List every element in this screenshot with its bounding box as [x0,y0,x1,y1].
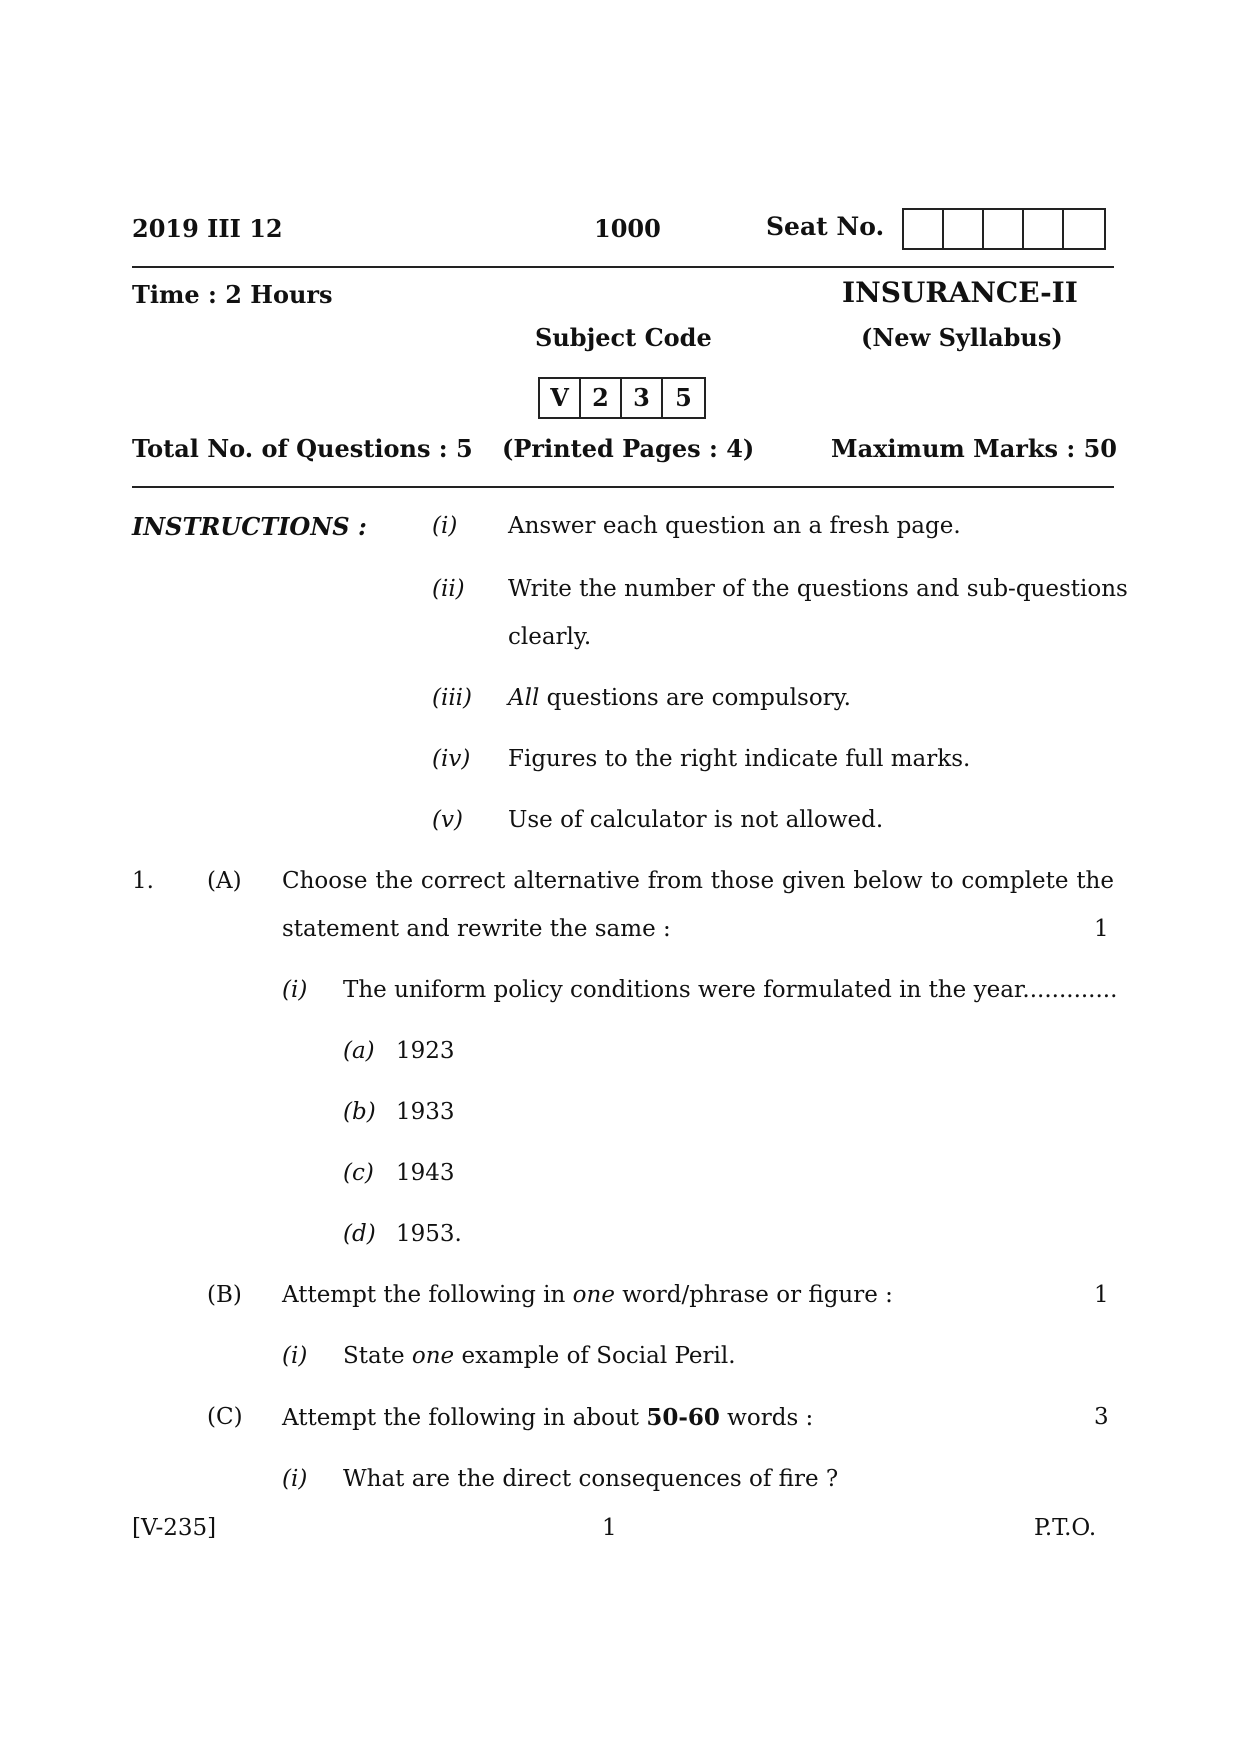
part-c-pre: Attempt the following in about [282,1405,647,1431]
total-questions: Total No. of Questions : 5 [132,434,473,463]
option-label: (d) [343,1221,376,1247]
seat-box[interactable] [1064,210,1104,248]
marks: 1 [1094,916,1109,942]
instruction-text: Figures to the right indicate full marks. [508,746,971,772]
candidate-count: 1000 [594,214,661,243]
exam-code: 2019 III 12 [132,214,283,243]
sub-question-text: The uniform policy conditions were formulated in the year............. [343,977,1118,1003]
part-c-text [282,1404,813,1431]
part-a-line-2: statement and rewrite the same : [282,916,671,942]
sub-question-text: What are the direct consequences of fire ? [343,1466,839,1492]
subject-code-label: Subject Code [535,323,712,352]
instruction-number: (iii) [432,685,473,711]
instruction-text [508,685,851,711]
header-divider-bottom [132,486,1114,488]
part-b-text [282,1282,893,1308]
sub-question-number: (i) [282,1343,308,1369]
part-label: (C) [207,1404,243,1430]
time-allowed: Time : 2 Hours [132,280,333,309]
instruction-text-continued: clearly. [508,624,592,650]
option-text: 1943 [396,1160,455,1186]
subject-code-boxes [538,377,706,419]
instruction-number: (v) [432,807,463,833]
option-text: 1953. [396,1221,462,1247]
option-label: (c) [343,1160,374,1186]
sub-question-text [343,1343,736,1369]
option-text: 1923 [396,1038,455,1064]
part-a-line-1: Choose the correct alternative from those given below to complete the [282,868,1114,894]
subject-title: INSURANCE-II [842,276,1078,309]
marks: 1 [1094,1282,1109,1308]
code-char: 2 [581,379,622,417]
instruction-text-rest: questions are compulsory. [539,685,851,711]
part-label: (A) [207,868,242,894]
instruction-number: (ii) [432,576,465,602]
part-b-post: word/phrase or figure : [614,1282,893,1308]
maximum-marks: Maximum Marks : 50 [831,434,1118,463]
paper-code: [V-235] [132,1515,217,1541]
question-number: 1. [132,868,154,894]
seat-number-boxes[interactable] [902,208,1106,250]
instruction-text: Write the number of the questions and sub-questions [508,576,1128,602]
instruction-number: (iv) [432,746,471,772]
part-b-pre: Attempt the following in [282,1282,573,1308]
instructions-heading: INSTRUCTIONS : [132,512,367,541]
seat-number-label: Seat No. [766,212,885,241]
part-c-post: words : [719,1405,814,1431]
sub-question-number: (i) [282,977,308,1003]
seat-box[interactable] [984,210,1024,248]
sub-post: example of Social Peril. [454,1343,736,1369]
option-label: (b) [343,1099,376,1125]
printed-pages: (Printed Pages : 4) [502,434,755,463]
header-divider-top [132,266,1114,268]
option-text: 1933 [396,1099,455,1125]
part-label: (B) [207,1282,242,1308]
seat-box[interactable] [944,210,984,248]
emphasis: one [411,1343,455,1369]
option-label: (a) [343,1038,375,1064]
sub-question-number: (i) [282,1466,308,1492]
instruction-text: Use of calculator is not allowed. [508,807,884,833]
code-char: 3 [622,379,663,417]
page-number: 1 [602,1515,617,1541]
emphasis: one [572,1282,615,1308]
sub-pre: State [343,1343,412,1369]
instruction-number: (i) [432,513,458,539]
syllabus-note: (New Syllabus) [861,323,1063,352]
code-char: V [540,379,581,417]
word-limit: 50-60 [646,1404,720,1431]
please-turn-over: P.T.O. [1034,1515,1097,1541]
instruction-text: Answer each question an a fresh page. [508,513,961,539]
marks: 3 [1094,1404,1109,1430]
code-char: 5 [675,383,692,412]
emphasis: All [508,685,540,711]
seat-box[interactable] [1024,210,1064,248]
seat-box[interactable] [904,210,944,248]
